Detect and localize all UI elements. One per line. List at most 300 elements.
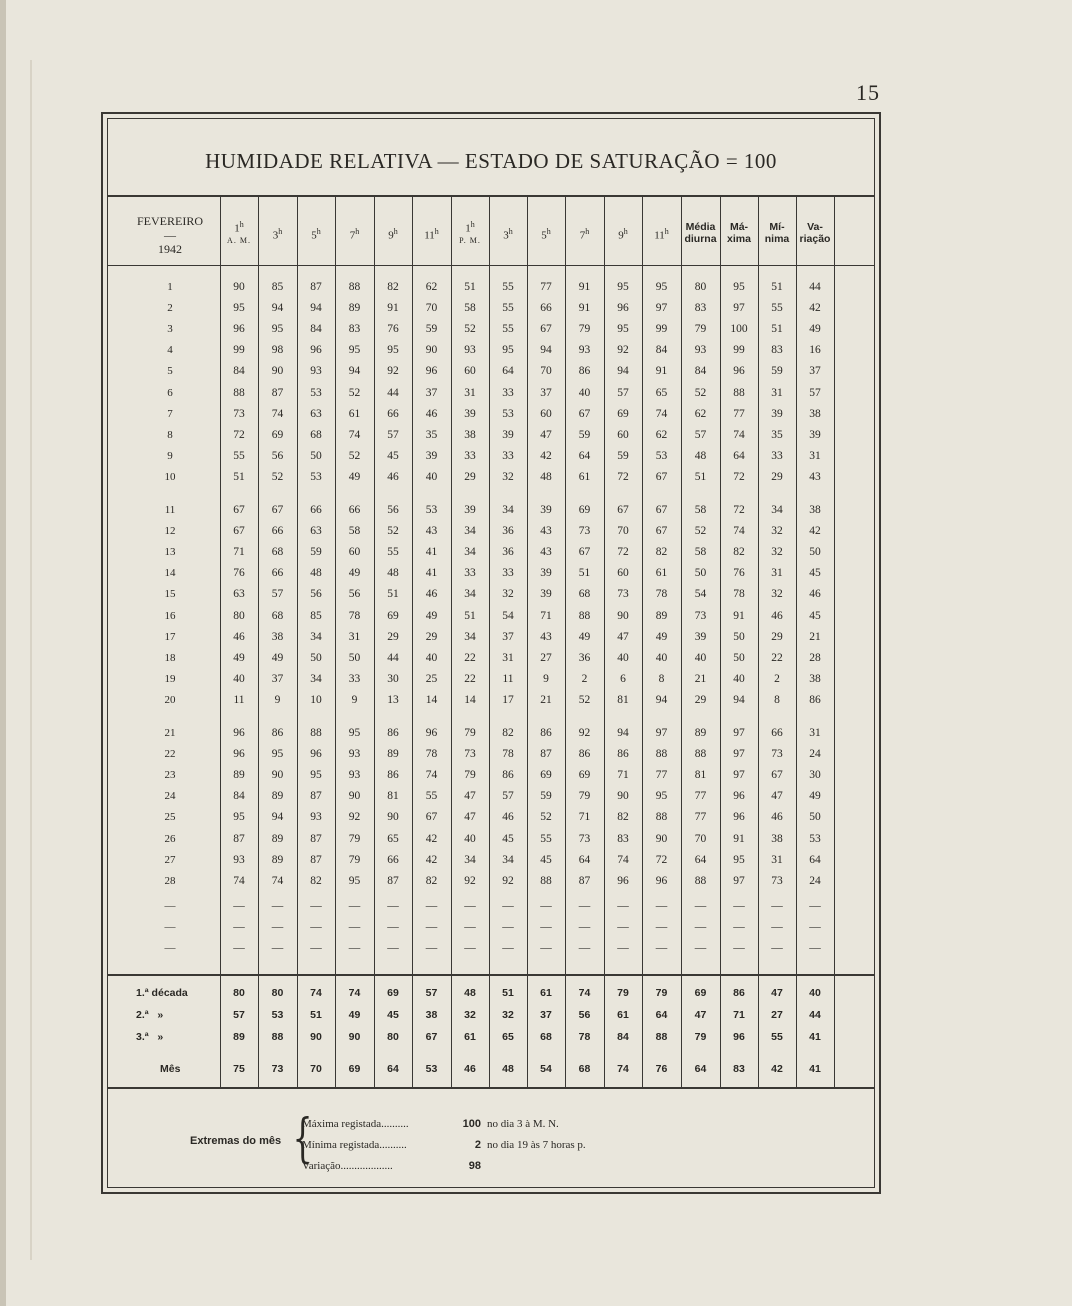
hour-header <box>527 226 565 242</box>
value-cell: 34 <box>464 630 476 643</box>
value-cell: 88 <box>733 386 745 399</box>
value-cell: 96 <box>233 323 245 336</box>
summary-value-cell: 48 <box>502 1063 514 1075</box>
extreme-min-label: Mínima registada.......... <box>302 1139 407 1151</box>
extreme-max-note: no dia 3 à M. N. <box>487 1118 559 1130</box>
value-cell: 53 <box>310 386 322 399</box>
day-cell: 3 <box>167 323 173 336</box>
value-cell: 60 <box>617 567 629 580</box>
value-cell: 22 <box>464 672 476 685</box>
value-cell: 91 <box>733 832 745 845</box>
value-cell: — <box>387 920 399 933</box>
value-cell: 97 <box>733 727 745 739</box>
value-cell: 72 <box>655 853 668 866</box>
summary-value-cell: 49 <box>348 1009 361 1021</box>
value-cell: 67 <box>425 811 438 824</box>
day-cell: 8 <box>167 428 173 441</box>
day-cell: 26 <box>164 832 176 845</box>
value-cell: 77 <box>733 407 745 420</box>
value-cell: 51 <box>771 323 783 336</box>
value-cell: 90 <box>387 811 399 824</box>
summary-value-cell: 54 <box>540 1063 552 1075</box>
day-cell: 19 <box>164 672 176 685</box>
value-cell: 16 <box>809 344 821 357</box>
value-cell: — <box>502 942 514 954</box>
value-cell: 33 <box>348 672 361 685</box>
value-cell: 97 <box>733 302 745 315</box>
value-cell: 93 <box>348 748 361 761</box>
summary-value-cell: 53 <box>271 1009 284 1021</box>
value-cell: 31 <box>771 567 783 580</box>
summary-value-cell: 41 <box>809 1031 821 1043</box>
value-cell: — <box>310 899 322 912</box>
extreme-var <box>302 1157 487 1175</box>
value-cell: — <box>617 899 629 912</box>
value-cell: 70 <box>425 302 438 315</box>
value-cell: 40 <box>233 672 245 685</box>
value-cell: 79 <box>348 832 361 845</box>
value-cell: 66 <box>387 407 399 420</box>
extreme-var-value: 98 <box>468 1160 481 1172</box>
value-cell: 47 <box>771 790 783 803</box>
value-cell: 40 <box>464 832 476 845</box>
value-cell: 62 <box>425 281 438 293</box>
value-cell: 39 <box>464 407 476 420</box>
value-cell: 67 <box>540 323 552 336</box>
value-cell: 83 <box>617 832 629 845</box>
value-cell: 77 <box>540 281 552 293</box>
hour-suffix: h <box>623 227 628 236</box>
value-cell: 32 <box>771 525 783 538</box>
stat-header-line2: nima <box>764 233 790 245</box>
value-cell: 96 <box>733 790 745 803</box>
value-cell: 36 <box>502 546 514 559</box>
value-cell: — <box>387 899 399 912</box>
value-cell: 72 <box>617 470 629 483</box>
value-cell: 90 <box>233 281 245 293</box>
value-cell: 69 <box>617 407 629 420</box>
value-cell: 21 <box>809 630 821 643</box>
value-cell: 30 <box>809 769 821 782</box>
value-cell: — <box>348 942 361 954</box>
value-cell: 36 <box>578 651 591 664</box>
hour-number: 5 <box>311 229 317 242</box>
value-cell: 31 <box>348 630 361 643</box>
hour-header <box>220 219 258 247</box>
value-cell: 94 <box>617 727 629 739</box>
value-cell: 67 <box>233 504 245 516</box>
value-cell: 39 <box>809 428 821 441</box>
value-cell: 67 <box>617 504 629 516</box>
summary-value-cell: 61 <box>617 1009 629 1021</box>
value-cell: 59 <box>540 790 552 803</box>
hour-suffix: h <box>508 227 513 236</box>
value-cell: 33 <box>502 386 514 399</box>
value-cell: 35 <box>425 428 438 441</box>
value-cell: 40 <box>733 672 745 685</box>
value-cell: 96 <box>310 748 322 761</box>
hour-number: 3 <box>503 229 509 242</box>
extreme-max <box>302 1115 559 1133</box>
value-cell: 64 <box>809 853 821 866</box>
value-cell: 80 <box>694 281 707 293</box>
summary-value-cell: 32 <box>464 1009 476 1021</box>
value-cell: 42 <box>425 832 438 845</box>
value-cell: 64 <box>694 853 707 866</box>
value-cell: 50 <box>733 651 745 664</box>
value-cell: 41 <box>425 567 438 580</box>
stat-header-line1: Má- <box>729 221 749 233</box>
value-cell: 49 <box>425 609 438 622</box>
value-cell: 80 <box>233 609 245 622</box>
hour-header <box>258 226 297 242</box>
value-cell: — <box>540 920 552 933</box>
value-cell: 40 <box>617 651 629 664</box>
value-cell: — <box>271 942 284 954</box>
value-cell: 32 <box>771 588 783 601</box>
summary-value-cell: 61 <box>540 987 552 999</box>
value-cell: 95 <box>617 323 629 336</box>
value-cell: 87 <box>578 874 591 887</box>
table-title: HUMIDADE RELATIVA — ESTADO DE SATURAÇÃO = 100 <box>205 149 777 173</box>
value-cell: 57 <box>694 428 707 441</box>
value-cell: 45 <box>540 853 552 866</box>
summary-value-cell: 83 <box>733 1063 745 1075</box>
page-number: 15 <box>856 80 880 105</box>
value-cell: 66 <box>387 853 399 866</box>
value-cell: 17 <box>502 693 514 706</box>
value-cell: 94 <box>655 693 668 706</box>
value-cell: 68 <box>271 546 284 559</box>
value-cell: 83 <box>771 344 783 357</box>
value-cell: — <box>578 942 591 954</box>
value-cell: 92 <box>387 365 399 378</box>
value-cell: 70 <box>540 365 552 378</box>
value-cell: 96 <box>310 344 322 357</box>
value-cell: 47 <box>464 811 476 824</box>
value-cell: 67 <box>771 769 783 782</box>
value-cell: 64 <box>733 449 745 462</box>
value-cell: 43 <box>809 470 821 483</box>
value-cell: 58 <box>348 525 361 538</box>
summary-value-cell: 75 <box>233 1063 245 1075</box>
value-cell: 48 <box>694 449 707 462</box>
value-cell: 74 <box>271 874 284 887</box>
hour-number: 11 <box>424 229 435 242</box>
value-cell: 29 <box>771 630 783 643</box>
value-cell: 95 <box>617 281 629 293</box>
value-cell: 59 <box>771 365 783 378</box>
value-cell: 31 <box>771 853 783 866</box>
value-cell: 35 <box>771 428 783 441</box>
value-cell: 57 <box>502 790 514 803</box>
value-cell: 48 <box>310 567 322 580</box>
value-cell: 95 <box>655 790 668 803</box>
value-cell: 39 <box>540 588 552 601</box>
value-cell: 95 <box>733 853 745 866</box>
value-cell: 90 <box>425 344 438 357</box>
value-cell: 77 <box>694 811 707 824</box>
value-cell: — <box>771 899 783 912</box>
value-cell: 87 <box>271 386 284 399</box>
value-cell: — <box>694 942 707 954</box>
stat-header-line1: Mí- <box>769 221 785 233</box>
value-cell: 51 <box>771 281 783 293</box>
value-cell: — <box>733 899 745 912</box>
hour-number: 11 <box>654 229 665 242</box>
value-cell: 10 <box>310 693 322 706</box>
stat-header-line1: Va- <box>807 221 823 233</box>
summary-value-cell: 74 <box>348 987 361 999</box>
value-cell: 88 <box>655 748 668 761</box>
value-cell: — <box>271 899 284 912</box>
column-rule <box>834 197 835 1087</box>
value-cell: 56 <box>271 449 284 462</box>
value-cell: 95 <box>348 874 361 887</box>
stat-header-line2: riação <box>799 233 831 245</box>
value-cell: 21 <box>694 672 707 685</box>
value-cell: 94 <box>617 365 629 378</box>
value-cell: 86 <box>387 727 399 739</box>
hour-number: 1 <box>465 222 471 235</box>
summary-value-cell: 88 <box>271 1031 284 1043</box>
value-cell: 58 <box>694 504 707 516</box>
value-cell: 60 <box>617 428 629 441</box>
summary-value-cell: 70 <box>310 1063 322 1075</box>
value-cell: 27 <box>540 651 552 664</box>
summary-value-cell: 89 <box>233 1031 245 1043</box>
value-cell: 88 <box>694 748 707 761</box>
extreme-max-value: 100 <box>462 1118 481 1130</box>
value-cell: 52 <box>348 449 361 462</box>
value-cell: 38 <box>771 832 783 845</box>
value-cell: 31 <box>809 449 821 462</box>
value-cell: 74 <box>617 853 629 866</box>
value-cell: 62 <box>655 428 668 441</box>
extremes-label: Extremas do mês <box>190 1135 282 1147</box>
value-cell: 37 <box>540 386 552 399</box>
value-cell: — <box>655 920 668 933</box>
value-cell: 66 <box>310 504 322 516</box>
hour-suffix: h <box>434 227 439 236</box>
value-cell: 32 <box>502 588 514 601</box>
value-cell: 46 <box>771 609 783 622</box>
hour-header <box>335 226 374 242</box>
value-cell: 38 <box>464 428 476 441</box>
value-cell: 74 <box>733 525 745 538</box>
value-cell: 91 <box>578 302 591 315</box>
value-cell: — <box>425 942 438 954</box>
period-label: P. M. <box>459 235 481 245</box>
value-cell: 82 <box>310 874 322 887</box>
summary-value-cell: 46 <box>464 1063 476 1075</box>
value-cell: 74 <box>233 874 245 887</box>
table-frame <box>101 112 881 1194</box>
value-cell: 82 <box>733 546 745 559</box>
value-cell: 79 <box>578 323 591 336</box>
value-cell: 46 <box>425 407 438 420</box>
value-cell: 70 <box>617 525 629 538</box>
day-cell: 5 <box>167 365 173 378</box>
value-cell: — <box>578 920 591 933</box>
summary-value-cell: 79 <box>655 987 668 999</box>
value-cell: 49 <box>348 470 361 483</box>
value-cell: 100 <box>730 323 748 336</box>
value-cell: 94 <box>271 811 284 824</box>
value-cell: 34 <box>464 525 476 538</box>
day-cell: 6 <box>167 386 173 399</box>
value-cell: 84 <box>655 344 668 357</box>
value-cell: 52 <box>387 525 399 538</box>
value-cell: 48 <box>387 567 399 580</box>
value-cell: — <box>502 920 514 933</box>
value-cell: 96 <box>425 727 438 739</box>
value-cell: 36 <box>502 525 514 538</box>
value-cell: 39 <box>771 407 783 420</box>
value-cell: 57 <box>809 386 821 399</box>
value-cell: 60 <box>464 365 476 378</box>
value-cell: 78 <box>502 748 514 761</box>
value-cell: 67 <box>655 525 668 538</box>
value-cell: 38 <box>809 504 821 516</box>
value-cell: 58 <box>694 546 707 559</box>
value-cell: 92 <box>464 874 476 887</box>
value-cell: 46 <box>387 470 399 483</box>
value-cell: 50 <box>809 546 821 559</box>
value-cell: 89 <box>271 832 284 845</box>
value-cell: 97 <box>733 769 745 782</box>
value-cell: 76 <box>387 323 399 336</box>
value-cell: — <box>809 942 821 954</box>
value-cell: 96 <box>617 874 629 887</box>
summary-value-cell: 64 <box>694 1063 707 1075</box>
value-cell: 52 <box>348 386 361 399</box>
value-cell: 91 <box>733 609 745 622</box>
hour-suffix: h <box>585 227 590 236</box>
value-cell: 33 <box>464 449 476 462</box>
value-cell: 67 <box>655 470 668 483</box>
extreme-min <box>302 1136 586 1154</box>
value-cell: 96 <box>425 365 438 378</box>
value-cell: 34 <box>464 588 476 601</box>
summary-value-cell: 90 <box>348 1031 361 1043</box>
summary-value-cell: 37 <box>540 1009 552 1021</box>
value-cell: 86 <box>387 769 399 782</box>
value-cell: 90 <box>655 832 668 845</box>
value-cell: 73 <box>771 748 783 761</box>
value-cell: 45 <box>502 832 514 845</box>
summary-value-cell: 80 <box>271 987 284 999</box>
summary-value-cell: 69 <box>694 987 707 999</box>
value-cell: 66 <box>348 504 361 516</box>
value-cell: — <box>387 942 399 954</box>
summary-value-cell: 74 <box>310 987 322 999</box>
value-cell: 92 <box>578 727 591 739</box>
value-cell: 55 <box>387 546 399 559</box>
value-cell: 73 <box>464 748 476 761</box>
value-cell: 70 <box>694 832 707 845</box>
value-cell: 99 <box>655 323 668 336</box>
value-cell: 8 <box>658 672 665 685</box>
value-cell: 99 <box>233 344 245 357</box>
stat-header <box>720 221 758 245</box>
value-cell: — <box>617 942 629 954</box>
value-cell: 61 <box>655 567 668 580</box>
value-cell: 94 <box>540 344 552 357</box>
value-cell: 88 <box>694 874 707 887</box>
value-cell: 86 <box>809 693 821 706</box>
value-cell: 62 <box>694 407 707 420</box>
day-cell: 1 <box>167 281 173 293</box>
value-cell: 37 <box>425 386 438 399</box>
value-cell: 82 <box>655 546 668 559</box>
value-cell: 2 <box>581 672 588 685</box>
value-cell: 53 <box>310 470 322 483</box>
value-cell: 89 <box>694 727 707 739</box>
summary-value-cell: 74 <box>617 1063 629 1075</box>
day-cell: — <box>164 899 176 912</box>
hour-header <box>297 226 335 242</box>
summary-value-cell: 41 <box>809 1063 821 1075</box>
value-cell: 49 <box>271 651 284 664</box>
page-fold <box>30 60 32 1260</box>
value-cell: 84 <box>694 365 707 378</box>
summary-value-cell: 55 <box>771 1031 783 1043</box>
value-cell: 73 <box>617 588 629 601</box>
year: 1942 <box>158 242 182 256</box>
value-cell: 86 <box>578 365 591 378</box>
day-cell: 28 <box>164 874 176 887</box>
value-cell: 77 <box>694 790 707 803</box>
summary-value-cell: 57 <box>233 1009 245 1021</box>
value-cell: 39 <box>694 630 707 643</box>
value-cell: 87 <box>540 748 552 761</box>
month-header <box>120 214 220 256</box>
value-cell: 33 <box>771 449 783 462</box>
value-cell: 96 <box>233 727 245 739</box>
value-cell: — <box>578 899 591 912</box>
summary-value-cell: 80 <box>233 987 245 999</box>
value-cell: 72 <box>617 546 629 559</box>
value-cell: 82 <box>617 811 629 824</box>
value-cell: 52 <box>578 693 591 706</box>
value-cell: 32 <box>771 546 783 559</box>
value-cell: 86 <box>578 748 591 761</box>
value-cell: — <box>694 920 707 933</box>
value-cell: 95 <box>233 302 245 315</box>
value-cell: 54 <box>502 609 514 622</box>
value-cell: 82 <box>387 281 399 293</box>
period-label: A. M. <box>227 235 251 245</box>
value-cell: 95 <box>733 281 745 293</box>
hour-header <box>565 226 604 242</box>
value-cell: 89 <box>348 302 361 315</box>
value-cell: 39 <box>502 428 514 441</box>
value-cell: — <box>733 942 745 954</box>
value-cell: — <box>617 920 629 933</box>
value-cell: 79 <box>694 323 707 336</box>
day-cell: 20 <box>164 693 176 706</box>
value-cell: 96 <box>733 811 745 824</box>
value-cell: 91 <box>387 302 399 315</box>
value-cell: 79 <box>578 790 591 803</box>
summary-value-cell: 79 <box>694 1031 707 1043</box>
summary-value-cell: 57 <box>425 987 438 999</box>
value-cell: 91 <box>578 281 591 293</box>
value-cell: 91 <box>655 365 668 378</box>
value-cell: 8 <box>774 693 780 706</box>
value-cell: 50 <box>809 811 821 824</box>
